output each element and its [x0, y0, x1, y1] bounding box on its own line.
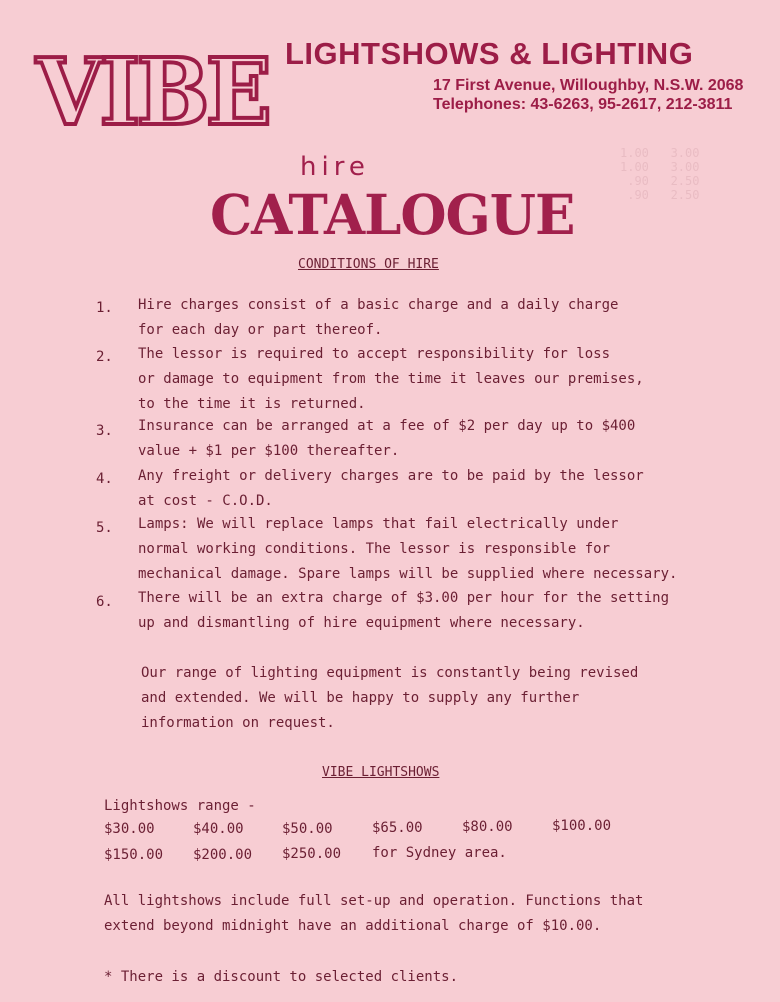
- price: $100.00: [552, 818, 612, 834]
- condition-line: Lamps: We will replace lamps that fail electrically under: [138, 516, 619, 532]
- lightshows-heading: VIBE LIGHTSHOWS: [322, 765, 440, 780]
- condition-line: There will be an extra charge of $3.00 per hour for the setting: [138, 590, 670, 606]
- price: $65.00: [372, 820, 423, 836]
- condition-line: value + $1 per $100 thereafter.: [138, 443, 400, 459]
- svg-text:VIBE: VIBE: [35, 40, 268, 140]
- vibe-logo: [32, 40, 272, 140]
- discount-note: * There is a discount to selected clients.: [104, 969, 459, 985]
- closing-paragraph-line: Our range of lighting equipment is constantly being revised: [141, 665, 639, 681]
- company-address: 17 First Avenue, Willoughby, N.S.W. 2068: [433, 77, 744, 94]
- condition-line: at cost - C.O.D.: [138, 493, 273, 509]
- company-telephones: Telephones: 43-6263, 95-2617, 212-3811: [433, 96, 733, 113]
- condition-line: normal working conditions. The lessor is responsible for: [138, 541, 611, 557]
- price: $150.00: [104, 847, 164, 863]
- condition-line: Any freight or delivery charges are to be paid by the lessor: [138, 468, 644, 484]
- condition-line: Insurance can be arranged at a fee of $2 per day up to $400: [138, 418, 636, 434]
- title-hire: hire: [300, 152, 370, 182]
- closing-paragraph-line: information on request.: [141, 715, 335, 731]
- price: $30.00: [104, 821, 155, 837]
- price: $200.00: [193, 847, 253, 863]
- condition-number: 5.: [96, 520, 113, 536]
- condition-line: or damage to equipment from the time it leaves our premises,: [138, 371, 644, 387]
- title-catalogue: CATALOGUE: [210, 182, 575, 248]
- condition-line: mechanical damage. Spare lamps will be supplied where necessary.: [138, 566, 678, 582]
- condition-line: up and dismantling of hire equipment where necessary.: [138, 615, 585, 631]
- price: $250.00: [282, 846, 342, 862]
- lightshows-note: extend beyond midnight have an additional charge of $10.00.: [104, 918, 602, 934]
- area-note: for Sydney area.: [372, 845, 507, 861]
- company-name: LIGHTSHOWS & LIGHTING: [285, 36, 694, 71]
- condition-line: to the time it is returned.: [138, 396, 366, 412]
- price: $40.00: [193, 821, 244, 837]
- condition-line: The lessor is required to accept responsibility for loss: [138, 346, 611, 362]
- condition-number: 1.: [96, 300, 113, 316]
- lightshows-range-label: Lightshows range -: [104, 798, 256, 814]
- conditions-heading: CONDITIONS OF HIRE: [298, 257, 439, 272]
- condition-line: Hire charges consist of a basic charge and a daily charge: [138, 297, 619, 313]
- lightshows-note: All lightshows include full set-up and operation. Functions that: [104, 893, 644, 909]
- condition-number: 4.: [96, 471, 113, 487]
- show-through-text: 1.00 3.00 1.00 3.00 .90 2.50 .90 2.50: [620, 146, 700, 202]
- price: $50.00: [282, 821, 333, 837]
- price: $80.00: [462, 819, 513, 835]
- closing-paragraph-line: and extended. We will be happy to supply any further: [141, 690, 580, 706]
- condition-number: 6.: [96, 594, 113, 610]
- condition-number: 3.: [96, 423, 113, 439]
- condition-number: 2.: [96, 349, 113, 365]
- condition-line: for each day or part thereof.: [138, 322, 383, 338]
